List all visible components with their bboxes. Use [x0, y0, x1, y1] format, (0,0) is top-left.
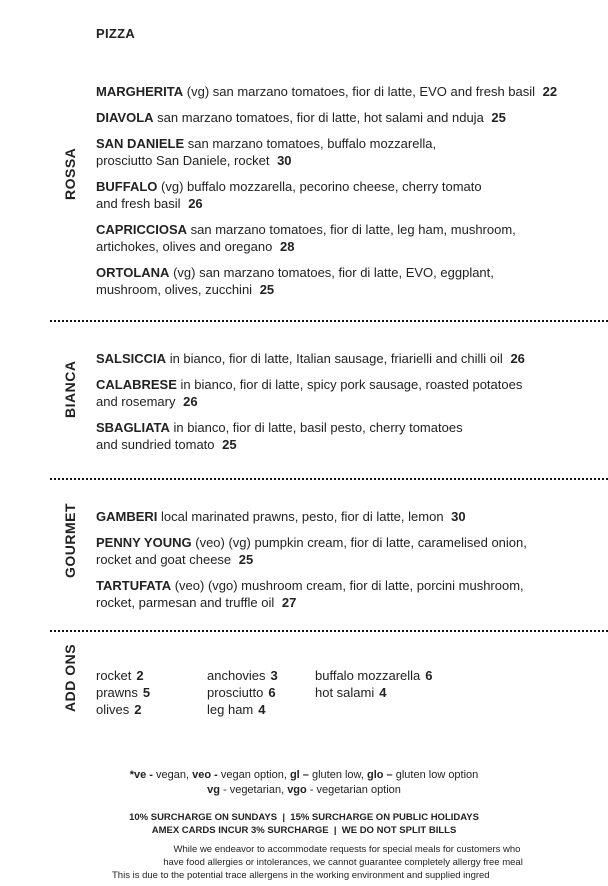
item-price: 25 — [222, 437, 237, 452]
item-desc: (vg) buffalo mozzarella, pecorino cheese, cherry tomato — [161, 179, 482, 194]
item-price: 27 — [281, 595, 297, 610]
item-price: 26 — [510, 351, 525, 366]
addon-price: 4 — [258, 702, 266, 717]
item-name: CALABRESE — [96, 377, 177, 392]
addon-item — [207, 701, 278, 718]
item-price: 30 — [451, 509, 466, 524]
allergy-line: have food allergies or intolerances, we cannot guarantee completely allergy free meal — [163, 857, 523, 868]
item-name: MARGHERITA — [96, 84, 184, 99]
addon-name: buffalo mozzarella — [315, 668, 421, 683]
addon-price: 2 — [134, 702, 142, 717]
item-desc: in bianco, fior di latte, basil pesto, cherry tomatoes — [173, 420, 463, 435]
menu-item — [96, 83, 608, 100]
menu-item — [96, 350, 608, 367]
menu-item — [96, 135, 608, 169]
addon-item — [96, 684, 150, 701]
item-name: SAN DANIELE — [96, 136, 185, 151]
item-price: 26 — [188, 196, 203, 211]
legend-code: veo - — [192, 769, 218, 781]
section-label-bianca: BIANCA — [62, 360, 78, 418]
legend-code: glo – — [367, 769, 393, 781]
menu-item — [96, 577, 608, 611]
addon-item — [96, 667, 150, 684]
item-name: SALSICCIA — [96, 351, 167, 366]
legend-code: vgo — [287, 784, 307, 796]
item-desc: local marinated prawns, pesto, fior di latte, lemon — [161, 509, 444, 524]
item-desc: (vg) san marzano tomatoes, fior di latte, EVO and fresh basil — [186, 84, 536, 99]
addon-name: olives — [96, 702, 130, 717]
menu-item — [96, 376, 608, 410]
item-desc-cont: rocket and goat cheese — [96, 552, 232, 567]
item-desc-cont: prosciutto San Daniele, rocket — [96, 153, 270, 168]
item-price: 25 — [259, 282, 275, 297]
legend-text: vegan option, — [217, 769, 290, 781]
item-desc-cont: rocket, parmesan and truffle oil — [96, 595, 275, 610]
addon-price: 3 — [270, 668, 278, 683]
section-label-addons: ADD ONS — [62, 643, 78, 712]
section-bianca — [96, 350, 608, 462]
item-price: 25 — [491, 110, 506, 125]
section-label-gourmet: GOURMET — [62, 502, 78, 578]
legend-text: gluten low, — [308, 769, 367, 781]
menu-item — [96, 221, 608, 255]
addon-name: anchovies — [207, 668, 266, 683]
allergy-notice — [112, 843, 552, 882]
item-price: 26 — [183, 394, 198, 409]
menu-item — [96, 264, 608, 298]
item-price: 22 — [542, 84, 558, 99]
section-label-rossa: ROSSA — [62, 147, 78, 200]
surcharge-notes — [0, 811, 608, 837]
allergy-line: This is due to the potential trace allergens in the working environment and supplied ingred — [112, 870, 490, 881]
section-divider — [50, 320, 608, 322]
dietary-legend — [0, 768, 608, 798]
addon-price: 6 — [268, 685, 276, 700]
legend-text: - vegetarian option — [306, 784, 401, 796]
allergy-clip — [0, 843, 608, 886]
addon-name: rocket — [96, 668, 132, 683]
legend-line — [0, 768, 608, 783]
item-desc-cont: and sundried tomato — [96, 437, 215, 452]
item-desc: in bianco, fior di latte, spicy pork sausage, roasted potatoes — [180, 377, 523, 392]
legend-text: - vegetarian, — [219, 784, 288, 796]
section-divider — [50, 630, 608, 632]
item-name: PENNY YOUNG — [96, 535, 192, 550]
section-rossa — [96, 83, 608, 307]
item-name: ORTOLANA — [96, 265, 170, 280]
addon-name: prawns — [96, 685, 138, 700]
legend-text: gluten low option — [392, 769, 479, 781]
addon-item — [207, 684, 278, 701]
item-desc: san marzano tomatoes, buffalo mozzarella, — [187, 136, 437, 151]
note-line: AMEX CARDS INCUR 3% SURCHARGE | WE DO NOT SPLIT BILLS — [151, 825, 457, 836]
addon-name: prosciutto — [207, 685, 264, 700]
legend-line — [0, 783, 608, 798]
menu-item — [96, 178, 608, 212]
item-desc: in bianco, fior di latte, Italian sausage, friarielli and chilli oil — [169, 351, 503, 366]
addon-item — [207, 667, 278, 684]
addon-item — [96, 701, 150, 718]
item-price: 28 — [279, 239, 295, 254]
addon-price: 6 — [425, 668, 433, 683]
legend-code: vg — [207, 784, 220, 796]
menu-item — [96, 508, 608, 525]
addon-name: hot salami — [315, 685, 375, 700]
note-line: 10% SURCHARGE ON SUNDAYS | 15% SURCHARGE ON PUBLIC HOLIDAYS — [129, 812, 479, 823]
addon-name: leg ham — [207, 702, 254, 717]
item-name: TARTUFATA — [96, 578, 172, 593]
menu-title: PIZZA — [96, 26, 136, 41]
addon-item — [315, 684, 433, 701]
menu-item — [96, 534, 608, 568]
menu-item — [96, 109, 608, 126]
item-desc-cont: and fresh basil — [96, 196, 181, 211]
section-gourmet — [96, 508, 608, 620]
addons-column — [96, 667, 150, 718]
addons-column — [315, 667, 433, 701]
item-price: 30 — [277, 153, 292, 168]
item-desc: (veo) (vgo) mushroom cream, fior di latte, porcini mushroom, — [174, 578, 524, 593]
addon-price: 2 — [136, 668, 144, 683]
menu-item — [96, 419, 608, 453]
item-desc-cont: and rosemary — [96, 394, 176, 409]
legend-text: vegan, — [152, 769, 193, 781]
legend-code: gl – — [289, 769, 309, 781]
item-name: SBAGLIATA — [96, 420, 170, 435]
addon-price: 4 — [379, 685, 387, 700]
item-desc: (veo) (vg) pumpkin cream, fior di latte, caramelised onion, — [195, 535, 527, 550]
item-desc-cont: artichokes, olives and oregano — [96, 239, 273, 254]
item-desc-cont: mushroom, olives, zucchini — [96, 282, 253, 297]
legend-code: *ve - — [129, 769, 153, 781]
item-desc: (vg) san marzano tomatoes, fior di latte, EVO, eggplant, — [173, 265, 494, 280]
item-name: GAMBERI — [96, 509, 158, 524]
item-name: BUFFALO — [96, 179, 158, 194]
item-desc: san marzano tomatoes, fior di latte, leg ham, mushroom, — [190, 222, 516, 237]
item-price: 25 — [238, 552, 254, 567]
addon-price: 5 — [142, 685, 151, 700]
addon-item — [315, 667, 433, 684]
addons-column — [207, 667, 278, 718]
item-name: CAPRICCIOSA — [96, 222, 188, 237]
allergy-line: While we endeavor to accommodate requests for special meals for customers who — [173, 844, 521, 855]
item-name: DIAVOLA — [96, 110, 154, 125]
section-divider — [50, 478, 608, 480]
item-desc: san marzano tomatoes, fior di latte, hot salami and nduja — [157, 110, 484, 125]
